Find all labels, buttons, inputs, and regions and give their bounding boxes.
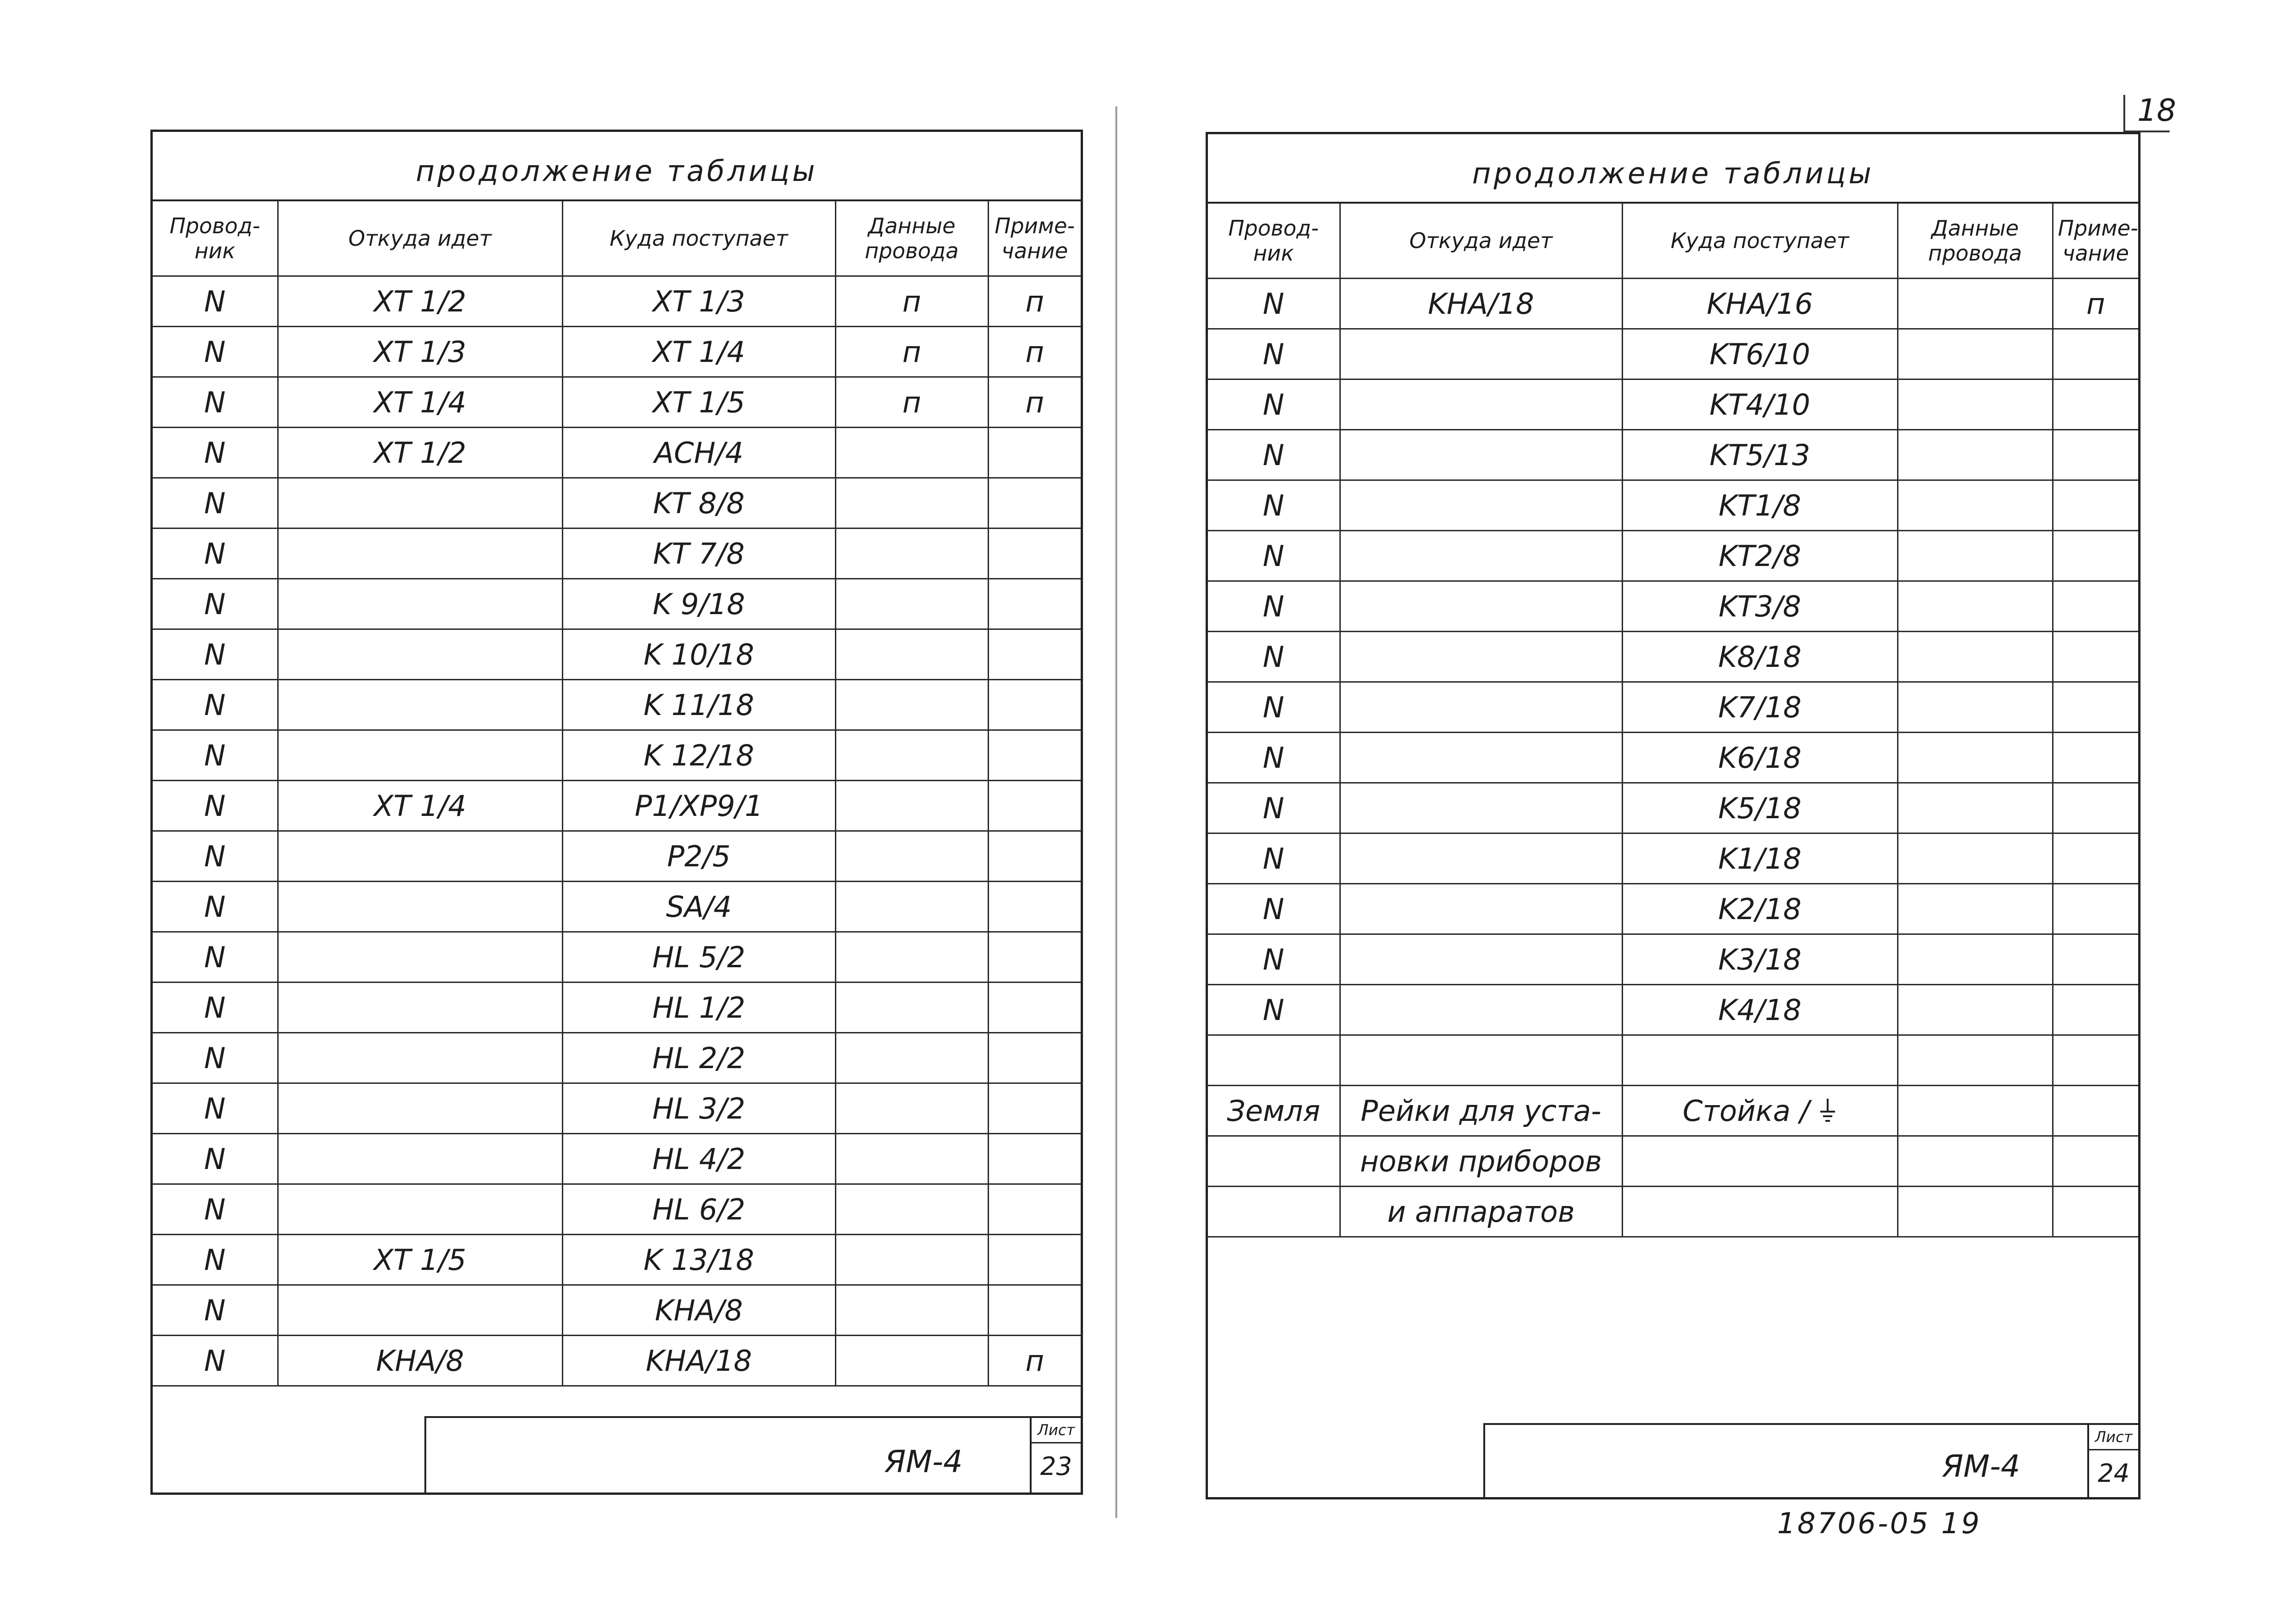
cell-from	[1340, 733, 1622, 783]
cell-wire-data	[1898, 1136, 2053, 1187]
cell-to: K7/18	[1622, 682, 1898, 733]
cell-wire: N	[1208, 985, 1340, 1035]
cell-wire-data	[1898, 682, 2053, 733]
cell-note: п	[988, 276, 1081, 327]
cell-from	[278, 1184, 562, 1235]
sheet-number: 23	[1040, 1452, 1072, 1481]
table-row	[1208, 1086, 2138, 1136]
table-row	[153, 327, 1081, 377]
cell-wire	[1208, 1136, 1340, 1187]
cell-from	[1340, 329, 1622, 379]
cell-from: XT 1/4	[278, 377, 562, 428]
cell-wire-data	[835, 983, 988, 1033]
cell-from	[278, 629, 562, 680]
cell-from	[1340, 581, 1622, 632]
cell-from: XT 1/4	[278, 781, 562, 831]
cell-wire-data	[835, 882, 988, 932]
drawing-code: ЯМ-4	[1942, 1449, 2020, 1484]
cell-to: XT 1/5	[562, 377, 835, 428]
cell-to: K8/18	[1622, 632, 1898, 682]
cell-note	[988, 1235, 1081, 1285]
cell-wire: N	[1208, 783, 1340, 833]
table-row	[153, 529, 1081, 579]
table-row	[153, 781, 1081, 831]
cell-wire-data	[835, 579, 988, 629]
cell-wire-data	[835, 1033, 988, 1083]
sheet-number-box	[1030, 1418, 1081, 1492]
cell-wire-data	[1898, 531, 2053, 581]
table-header-row	[153, 201, 1081, 276]
corner-frame-tick	[2123, 95, 2125, 132]
table-row	[1208, 783, 2138, 833]
wiring-table-sheet-24	[1206, 132, 2140, 1499]
cell-to: KHA/8	[562, 1285, 835, 1336]
cell-to: Стойка /	[1622, 1086, 1898, 1136]
table-row	[1208, 985, 2138, 1035]
cell-to: KHA/18	[562, 1336, 835, 1386]
cell-wire: N	[153, 730, 278, 781]
table-row	[1208, 934, 2138, 985]
cell-from	[278, 529, 562, 579]
cell-wire-data	[1898, 985, 2053, 1035]
cell-from: KHA/8	[278, 1336, 562, 1386]
table-header-row	[1208, 204, 2138, 279]
cell-from	[278, 1083, 562, 1134]
sheet-label: Лист	[1032, 1418, 1081, 1443]
cell-to: HL 3/2	[562, 1083, 835, 1134]
cell-to: KT 8/8	[562, 478, 835, 529]
cell-from	[278, 680, 562, 730]
cell-note	[2053, 682, 2138, 733]
header-note: Приме-чание	[2053, 204, 2138, 279]
table-row	[1208, 632, 2138, 682]
cell-note	[2053, 480, 2138, 531]
cell-to	[1622, 1187, 1898, 1237]
cell-note: п	[988, 327, 1081, 377]
cell-to: KT4/10	[1622, 379, 1898, 430]
cell-wire: N	[153, 1336, 278, 1386]
cell-wire: N	[153, 428, 278, 478]
cell-wire-data	[1898, 733, 2053, 783]
cell-note	[988, 983, 1081, 1033]
cell-note	[2053, 884, 2138, 934]
cell-note	[2053, 581, 2138, 632]
table-row	[153, 629, 1081, 680]
cell-from: XT 1/2	[278, 276, 562, 327]
table-row	[153, 1336, 1081, 1386]
cell-from	[278, 478, 562, 529]
cell-note	[2053, 733, 2138, 783]
cell-wire: Земля	[1208, 1086, 1340, 1136]
table-row	[1208, 430, 2138, 480]
table-row	[153, 932, 1081, 983]
header-to: Куда поступает	[562, 201, 835, 276]
table-row	[1208, 682, 2138, 733]
cell-wire-data	[1898, 581, 2053, 632]
cell-wire-data	[835, 831, 988, 882]
cell-wire: N	[1208, 379, 1340, 430]
cell-wire-data	[1898, 783, 2053, 833]
cell-note	[2053, 985, 2138, 1035]
cell-from: XT 1/5	[278, 1235, 562, 1285]
cell-wire: N	[1208, 934, 1340, 985]
cell-from: XT 1/2	[278, 428, 562, 478]
cell-from	[1340, 632, 1622, 682]
cell-from: новки приборов	[1340, 1136, 1622, 1187]
cell-wire: N	[153, 276, 278, 327]
cell-from: Рейки для уста-	[1340, 1086, 1622, 1136]
cell-note	[988, 680, 1081, 730]
cell-wire: N	[153, 1235, 278, 1285]
cell-from	[278, 730, 562, 781]
cell-to: K 13/18	[562, 1235, 835, 1285]
cell-to: KT6/10	[1622, 329, 1898, 379]
table-row	[1208, 279, 2138, 329]
header-from: Откуда идет	[1340, 204, 1622, 279]
cell-to: K 12/18	[562, 730, 835, 781]
cell-wire: N	[1208, 733, 1340, 783]
cell-to: K4/18	[1622, 985, 1898, 1035]
cell-to: K 11/18	[562, 680, 835, 730]
cell-wire-data	[835, 1083, 988, 1134]
cell-from	[278, 1033, 562, 1083]
cell-wire: N	[1208, 581, 1340, 632]
cell-wire-data	[835, 932, 988, 983]
cell-to: ACH/4	[562, 428, 835, 478]
sheet-number: 24	[2097, 1459, 2130, 1488]
table-row	[153, 680, 1081, 730]
cell-note	[2053, 783, 2138, 833]
table-row	[153, 1184, 1081, 1235]
cell-wire-data	[835, 1285, 988, 1336]
cell-to: P1/XP9/1	[562, 781, 835, 831]
cell-note	[988, 1285, 1081, 1336]
cell-note	[988, 831, 1081, 882]
cell-to: XT 1/3	[562, 276, 835, 327]
cell-wire-data	[835, 1184, 988, 1235]
cell-wire: N	[153, 932, 278, 983]
cell-to: KT 7/8	[562, 529, 835, 579]
cell-wire: N	[1208, 480, 1340, 531]
cell-note	[988, 478, 1081, 529]
table-body	[1208, 279, 2138, 1237]
cell-wire-data	[835, 1134, 988, 1184]
cell-to: K2/18	[1622, 884, 1898, 934]
cell-note	[2053, 1035, 2138, 1086]
cell-wire: N	[153, 1134, 278, 1184]
table-row	[153, 579, 1081, 629]
cell-note	[2053, 1187, 2138, 1237]
table-row	[153, 1285, 1081, 1336]
cell-note: п	[2053, 279, 2138, 329]
cell-from	[278, 983, 562, 1033]
cell-from	[1340, 531, 1622, 581]
cell-to: HL 1/2	[562, 983, 835, 1033]
cell-wire: N	[1208, 682, 1340, 733]
cell-wire: N	[1208, 329, 1340, 379]
header-note: Приме-чание	[988, 201, 1081, 276]
table-row	[1208, 379, 2138, 430]
header-wire-data: Данные провода	[835, 201, 988, 276]
table-row	[153, 377, 1081, 428]
cell-to: KT5/13	[1622, 430, 1898, 480]
cell-wire: N	[153, 1184, 278, 1235]
cell-note	[2053, 430, 2138, 480]
table-row	[1208, 884, 2138, 934]
cell-wire: N	[1208, 279, 1340, 329]
cell-wire-data	[835, 478, 988, 529]
cell-note	[988, 1033, 1081, 1083]
wiring-table	[153, 201, 1081, 1387]
table-row	[1208, 1136, 2138, 1187]
cell-from	[278, 1134, 562, 1184]
table-row	[1208, 833, 2138, 884]
cell-from	[1340, 884, 1622, 934]
archive-number: 18706-05 19	[1777, 1506, 1982, 1540]
cell-wire-data	[835, 629, 988, 680]
cell-to: XT 1/4	[562, 327, 835, 377]
cell-note	[988, 629, 1081, 680]
cell-from: XT 1/3	[278, 327, 562, 377]
cell-to: HL 4/2	[562, 1134, 835, 1184]
cell-note	[988, 1184, 1081, 1235]
cell-wire: N	[1208, 531, 1340, 581]
cell-wire	[1208, 1187, 1340, 1237]
cell-wire-data	[1898, 632, 2053, 682]
cell-from	[278, 932, 562, 983]
cell-to: HL 2/2	[562, 1033, 835, 1083]
cell-note: п	[988, 1336, 1081, 1386]
cell-wire: N	[153, 781, 278, 831]
cell-wire	[1208, 1035, 1340, 1086]
cell-to: K5/18	[1622, 783, 1898, 833]
table-row	[153, 1083, 1081, 1134]
cell-wire-data	[835, 428, 988, 478]
cell-from	[1340, 379, 1622, 430]
cell-wire-data	[835, 529, 988, 579]
cell-note	[2053, 1136, 2138, 1187]
cell-wire-data: п	[835, 276, 988, 327]
table-row	[153, 478, 1081, 529]
wiring-table-sheet-23	[150, 130, 1083, 1495]
cell-note: п	[988, 377, 1081, 428]
cell-to: K3/18	[1622, 934, 1898, 985]
cell-wire-data	[1898, 884, 2053, 934]
cell-from	[1340, 480, 1622, 531]
table-body	[153, 276, 1081, 1386]
cell-wire: N	[153, 831, 278, 882]
cell-wire: N	[153, 1033, 278, 1083]
cell-wire: N	[1208, 833, 1340, 884]
cell-note	[2053, 329, 2138, 379]
cell-from	[1340, 934, 1622, 985]
cell-wire-data	[835, 680, 988, 730]
cell-wire-data	[1898, 329, 2053, 379]
header-wire-data: Данные провода	[1898, 204, 2053, 279]
cell-note	[2053, 833, 2138, 884]
cell-note	[2053, 632, 2138, 682]
header-wire: Провод-ник	[1208, 204, 1340, 279]
table-row	[1208, 733, 2138, 783]
table-row	[153, 983, 1081, 1033]
cell-to: K6/18	[1622, 733, 1898, 783]
table-title: продолжение таблицы	[153, 132, 1081, 201]
cell-wire-data	[835, 1235, 988, 1285]
cell-wire: N	[153, 579, 278, 629]
cell-from	[278, 579, 562, 629]
cell-wire-data: п	[835, 377, 988, 428]
cell-note	[988, 1134, 1081, 1184]
cell-to	[1622, 1035, 1898, 1086]
cell-wire: N	[153, 983, 278, 1033]
cell-wire: N	[153, 529, 278, 579]
cell-from: и аппаратов	[1340, 1187, 1622, 1237]
cell-to: HL 5/2	[562, 932, 835, 983]
cell-wire-data	[1898, 279, 2053, 329]
cell-wire-data: п	[835, 327, 988, 377]
page-number: 18	[2137, 93, 2176, 128]
cell-wire-data	[1898, 934, 2053, 985]
cell-note	[988, 1083, 1081, 1134]
cell-from	[1340, 985, 1622, 1035]
cell-wire: N	[1208, 632, 1340, 682]
cell-wire-data	[1898, 379, 2053, 430]
page-spine-fold	[1115, 106, 1117, 1518]
table-row	[1208, 329, 2138, 379]
table-row	[153, 1235, 1081, 1285]
cell-wire: N	[1208, 430, 1340, 480]
cell-wire-data	[1898, 1035, 2053, 1086]
header-wire: Провод-ник	[153, 201, 278, 276]
cell-note	[988, 882, 1081, 932]
cell-to: K 9/18	[562, 579, 835, 629]
cell-from	[1340, 833, 1622, 884]
table-title: продолжение таблицы	[1208, 134, 2138, 204]
cell-to: P2/5	[562, 831, 835, 882]
cell-wire: N	[153, 377, 278, 428]
table-row	[153, 1134, 1081, 1184]
cell-wire: N	[153, 327, 278, 377]
table-row	[1208, 581, 2138, 632]
cell-wire-data	[1898, 1086, 2053, 1136]
cell-to: HL 6/2	[562, 1184, 835, 1235]
cell-to: KHA/16	[1622, 279, 1898, 329]
cell-note	[988, 730, 1081, 781]
cell-note	[2053, 531, 2138, 581]
table-row	[153, 276, 1081, 327]
title-block-stamp	[424, 1416, 1081, 1492]
cell-wire: N	[153, 1083, 278, 1134]
cell-wire-data	[835, 1336, 988, 1386]
table-row	[1208, 1187, 2138, 1237]
cell-from	[1340, 430, 1622, 480]
cell-wire: N	[153, 478, 278, 529]
cell-wire-data	[835, 781, 988, 831]
table-row	[153, 831, 1081, 882]
header-from: Откуда идет	[278, 201, 562, 276]
cell-wire: N	[153, 882, 278, 932]
cell-from	[1340, 682, 1622, 733]
table-row	[153, 730, 1081, 781]
cell-note	[988, 529, 1081, 579]
header-to: Куда поступает	[1622, 204, 1898, 279]
cell-from: KHA/18	[1340, 279, 1622, 329]
sheet-label: Лист	[2089, 1425, 2138, 1450]
cell-note	[988, 781, 1081, 831]
cell-note	[988, 932, 1081, 983]
cell-wire: N	[1208, 884, 1340, 934]
cell-to: K 10/18	[562, 629, 835, 680]
cell-to: K1/18	[1622, 833, 1898, 884]
cell-from	[1340, 783, 1622, 833]
cell-wire-data	[1898, 1187, 2053, 1237]
cell-wire: N	[153, 1285, 278, 1336]
cell-note	[988, 579, 1081, 629]
table-row	[1208, 531, 2138, 581]
cell-to: KT3/8	[1622, 581, 1898, 632]
table-row	[1208, 1035, 2138, 1086]
cell-note	[2053, 1086, 2138, 1136]
cell-from	[1340, 1035, 1622, 1086]
cell-wire-data	[1898, 430, 2053, 480]
table-row	[1208, 480, 2138, 531]
cell-wire-data	[1898, 480, 2053, 531]
title-block-stamp	[1483, 1423, 2138, 1497]
cell-from	[278, 1285, 562, 1336]
sheet-number-box	[2087, 1425, 2138, 1497]
cell-note	[988, 428, 1081, 478]
cell-to: KT2/8	[1622, 531, 1898, 581]
drawing-code: ЯМ-4	[884, 1444, 963, 1480]
cell-wire-data	[835, 730, 988, 781]
cell-note	[2053, 379, 2138, 430]
table-row	[153, 428, 1081, 478]
cell-to: KT1/8	[1622, 480, 1898, 531]
cell-from	[278, 882, 562, 932]
cell-note	[2053, 934, 2138, 985]
table-row	[153, 1033, 1081, 1083]
cell-wire: N	[153, 629, 278, 680]
wiring-table	[1208, 204, 2138, 1237]
cell-from	[278, 831, 562, 882]
cell-wire: N	[153, 680, 278, 730]
cell-to	[1622, 1136, 1898, 1187]
cell-wire-data	[1898, 833, 2053, 884]
table-row	[153, 882, 1081, 932]
ground-icon	[1818, 1099, 1837, 1126]
cell-to: SA/4	[562, 882, 835, 932]
